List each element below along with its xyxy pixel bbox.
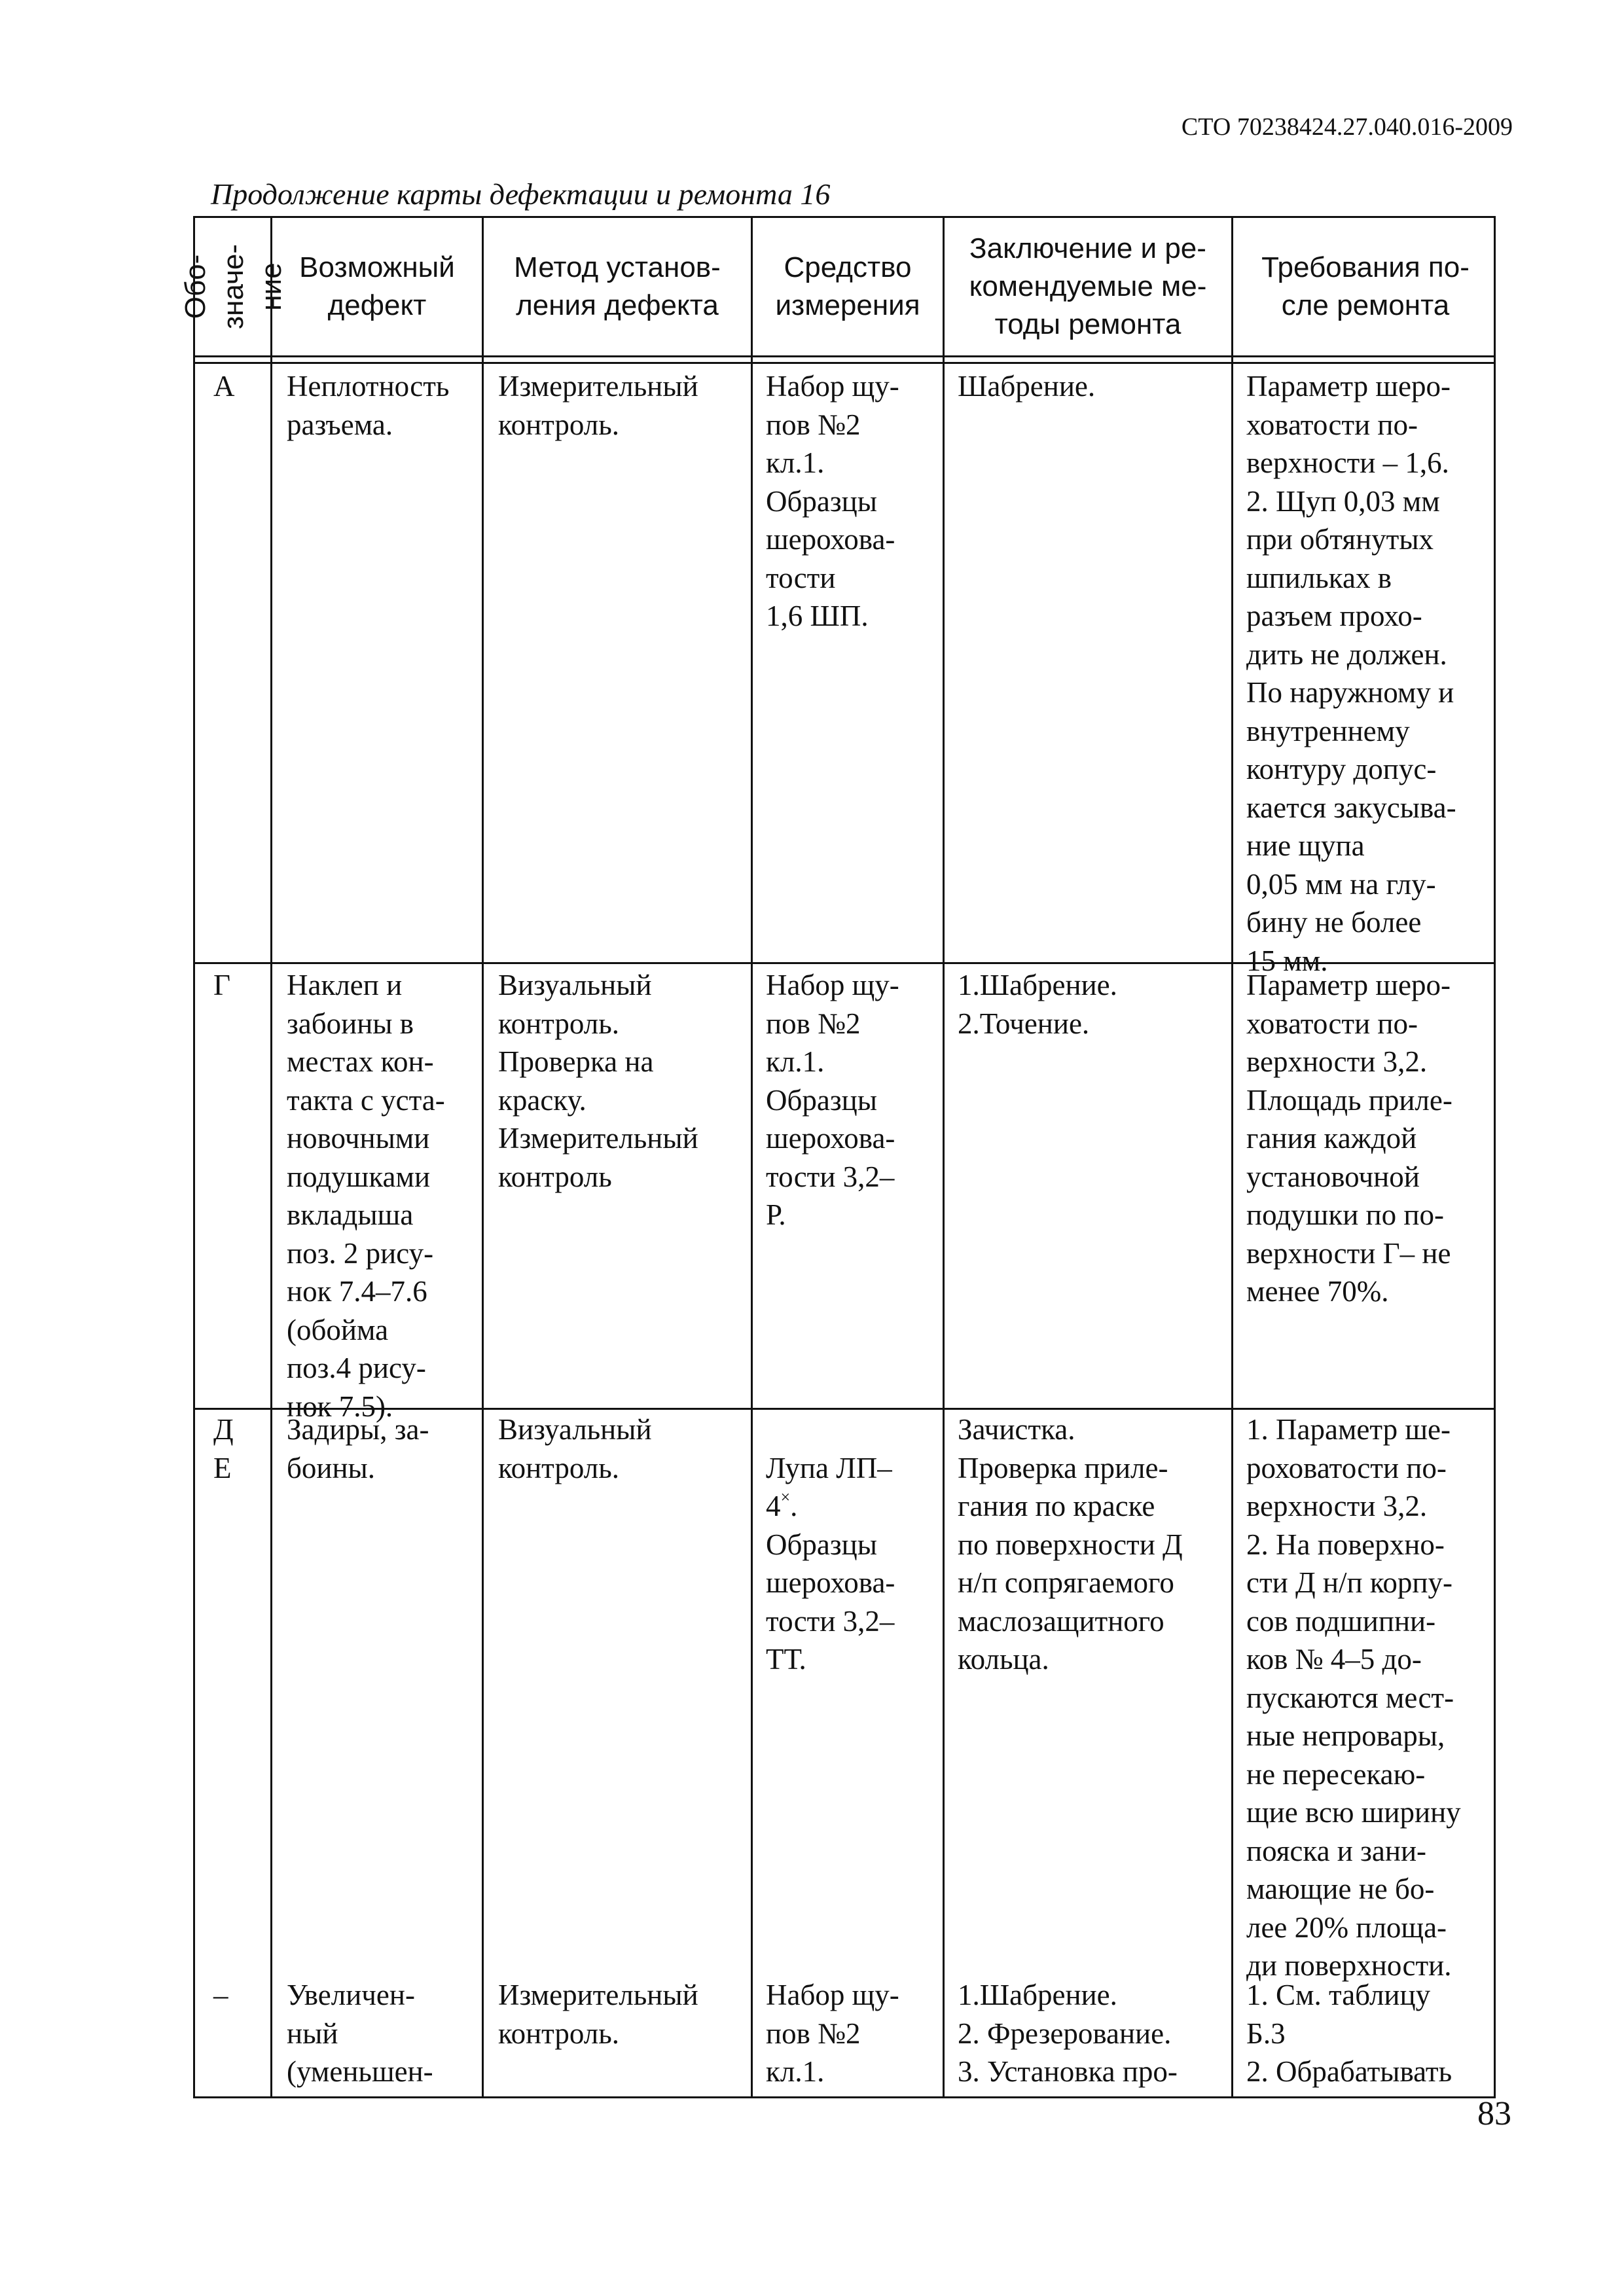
row3-tool-rest: . Образцы шерохова- тости 3,2– ТТ. bbox=[766, 1490, 895, 1676]
row3-tool-magnification: 4 bbox=[766, 1490, 781, 1522]
row3-tool bbox=[766, 1410, 941, 1679]
row4-method: Измерительный контроль. bbox=[498, 1979, 698, 2050]
defect-table bbox=[179, 216, 1496, 2098]
row1-tool: Набор щу- пов №2 кл.1. Образцы шерохова- тости 1,6 ШП. bbox=[766, 370, 899, 632]
row2-method: Визуальный контроль. Проверка на краску. Измерительный контроль bbox=[498, 969, 698, 1193]
row3-method: Визуальный контроль. bbox=[498, 1413, 652, 1484]
header-designation: Обо- значе- ние bbox=[179, 243, 287, 330]
row1-repair: Шабрение. bbox=[958, 370, 1096, 403]
col-divider bbox=[270, 218, 272, 2096]
row3-mark: Д Е bbox=[213, 1413, 234, 1484]
col-divider bbox=[751, 218, 753, 2096]
header-divider bbox=[195, 355, 1494, 357]
row4-requirements: 1. См. таблицу Б.3 2. Обрабатывать bbox=[1246, 1979, 1453, 2088]
header-defect: Возможный дефект bbox=[299, 251, 455, 321]
col-divider bbox=[1231, 218, 1233, 2096]
header-tool: Средство измерения bbox=[775, 251, 920, 321]
row2-repair: 1.Шабрение. 2.Точение. bbox=[958, 969, 1117, 1040]
header-divider bbox=[195, 362, 1494, 364]
header-method: Метод установ- ления дефекта bbox=[514, 251, 721, 321]
row3-requirements: 1. Параметр ше- роховатости по- верхности 3,2. 2. На поверхно- сти Д н/п корпу- сов подшипни- ков № 4–5 до- пускаются мест- ные непровары, не пересекаю- щие всю ширину пояска и зани- мающие не бо- лее 20% площа- ди поверхности. bbox=[1246, 1413, 1461, 1982]
row2-tool: Набор щу- пов №2 кл.1. Образцы шерохова- тости 3,2– Р. bbox=[766, 969, 899, 1231]
table-caption: Продолжение карты дефектации и ремонта 16 bbox=[211, 177, 831, 211]
row4-repair: 1.Шабрение. 2. Фрезерование. 3. Установка про- bbox=[958, 1979, 1178, 2088]
row4-tool: Набор щу- пов №2 кл.1. bbox=[766, 1979, 899, 2088]
row1-mark: А bbox=[213, 370, 235, 403]
row3-repair: Зачистка. Проверка приле- гания по краске по поверхности Д н/п сопрягаемого маслозащитного кольца. bbox=[958, 1413, 1183, 1676]
row4-defect: Увеличен- ный (уменьшен- bbox=[287, 1979, 433, 2088]
page-number: 83 bbox=[1477, 2095, 1511, 2132]
row2-mark: Г bbox=[213, 969, 231, 1001]
header-requirements: Требования по- сле ремонта bbox=[1261, 251, 1470, 321]
col-divider bbox=[943, 218, 945, 2096]
row1-requirements: Параметр шеро- ховатости по- верхности – 1,6. 2. Щуп 0,03 мм при обтянутых шпильках в разъем прохо- дить не должен. По наружному и внутреннему контуру допус- кается закусыва- ние щупа 0,05 мм на глу- бину не более 15 мм. bbox=[1246, 370, 1456, 977]
row1-method: Измерительный контроль. bbox=[498, 370, 698, 441]
row2-defect: Наклеп и забоины в местах кон- такта с уста- новочными подушками вкладыша поз. 2 рису- нок 7.4–7.6 (обойма поз.4 рису- нок 7.5). bbox=[287, 969, 445, 1423]
row3-tool-line1: Лупа ЛП– bbox=[766, 1451, 892, 1484]
row1-defect: Неплотность разъема. bbox=[287, 370, 450, 441]
col-divider bbox=[482, 218, 484, 2096]
row3-tool-sup: × bbox=[780, 1488, 791, 1507]
document-code: СТО 70238424.27.040.016-2009 bbox=[1181, 113, 1513, 141]
row3-defect: Задиры, за- боины. bbox=[287, 1413, 429, 1484]
row4-mark: – bbox=[213, 1979, 228, 2011]
header-repair: Заключение и ре- комендуемые ме- тоды ремонта bbox=[969, 232, 1207, 340]
row2-requirements: Параметр шеро- ховатости по- верхности 3,2. Площадь приле- гания каждой установочной подушки по по- верхности Г– не менее 70%. bbox=[1246, 969, 1453, 1308]
